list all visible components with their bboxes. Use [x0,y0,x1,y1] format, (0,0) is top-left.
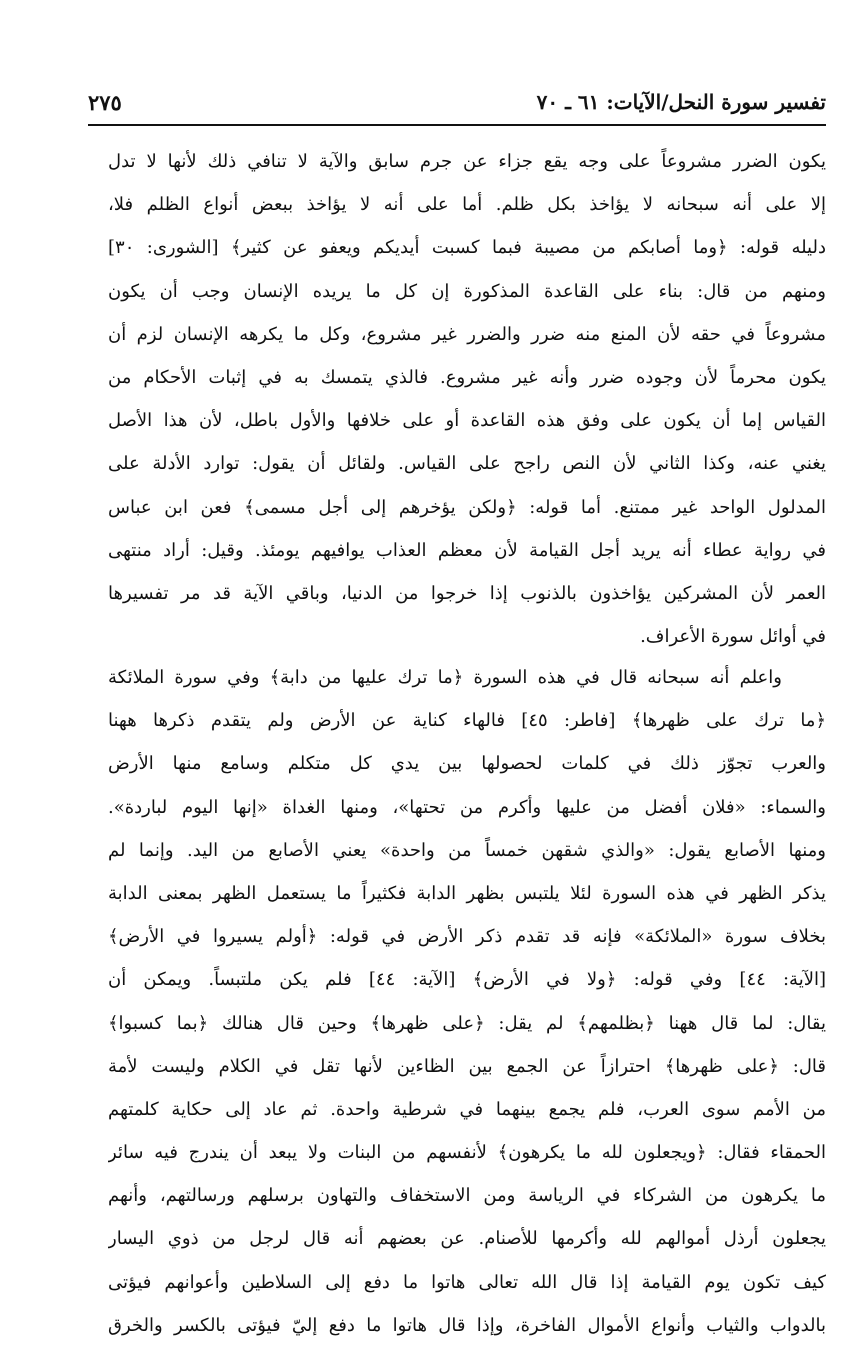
text-line: ما يكرهون من الشركاء في الرياسة ومن الاستخفاف والتهاون برسلهم ورسالتهم، وأنهم [108,1185,826,1207]
text-line: ومنها الأصابع يقول: «والذي شقهن خمساً من واحدة» يعني الأصابع من اليد. وإنما لم [108,839,826,861]
text-line: يجعلون أرذل أموالهم لله وأكرمها للأصنام. عن بعضهم أنه قال لرجل من ذوي اليسار [108,1228,826,1250]
text-line: العمر لأن المشركين يؤاخذون بالذنوب إذا خرجوا من الدنيا، وباقي الآية قد مر تفسيرها [108,582,826,604]
text-line: والعرب تجوّز ذلك في كلمات لحصولها بين يدي كل متكلم وسامع منها الأرض [108,753,826,775]
text-line: قال: ﴿على ظهرها﴾ احترازاً عن الجمع بين الظاءين لأنها تقل في الكلام وليست لأمة [108,1055,826,1077]
text-line: يكون الضرر مشروعاً على وجه يقع جزاء عن جرم سابق والآية لا تنافي ذلك لأنها لا تدل [108,151,826,172]
paragraph-1 [108,140,826,658]
text-line: كيف تكون يوم القيامة إذا قال الله تعالى هاتوا ما دفع إلى السلاطين وأعوانهم فيؤتى [108,1271,826,1293]
text-line: يقال: لما قال ههنا ﴿بظلمهم﴾ لم يقل: ﴿على ظهرها﴾ وحين قال هنالك ﴿بما كسبوا﴾ [108,1012,826,1034]
text-line: القياس إما أن يكون على وفق هذه القاعدة أو على خلافها والأول باطل، لأن هذا الأصل [108,410,826,432]
text-line: ومنهم من قال: بناء على القاعدة المذكورة إن كل ما يريده الإنسان وجب أن يكون [108,280,826,302]
chapter-title: تفسير سورة النحل/الآيات: ٦١ ـ ٧٠ [536,90,826,114]
running-header [88,88,826,122]
text-line: مشروعاً في حقه لأن المنع منه ضرر والضرر غير مشروع، وكل ما يكرهه الإنسان لزم أن [108,323,826,345]
text-line: في رواية عطاء أنه يريد أجل القيامة لأن معظم العذاب يوافيهم يومئذ. وقيل: أراد منتهى [108,539,826,561]
text-line: الحمقاء فقال: ﴿ويجعلون لله ما يكرهون﴾ لأنفسهم من البنات ولا يبعد أن يندرج فيه سائر [108,1142,826,1164]
text-line: في أوائل سورة الأعراف. [640,626,826,648]
text-line: يغني عنه، وكذا الثاني لأن النص راجح على القياس. ولقائل أن يقول: توارد الأدلة على [108,453,826,475]
text-line: بالدواب والثياب وأنواع الأموال الفاخرة، وإذا قال هاتوا ما دفع إليّ فيؤتى بالكسر والخرق [108,1314,826,1336]
page-number: ٢٧٥ [88,90,122,115]
text-line: بخلاف سورة «الملائكة» فإنه قد تقدم ذكر الأرض في قوله: ﴿أولم يسيروا في الأرض﴾ [108,926,826,948]
text-line: والسماء: «فلان أفضل من عليها وأكرم من تحتها»، ومنها الغداة «إنها اليوم لباردة». [108,796,826,818]
text-line: [الآية: ٤٤] وفي قوله: ﴿ولا في الأرض﴾ [الآية: ٤٤] فلم يكن ملتبساً. ويمكن أن [108,969,826,991]
text-line: إلا على أنه سبحانه لا يؤاخذ بكل ظلم. أما على أنه لا يؤاخذ ببعض أنواع الظلم فلا، [108,194,826,216]
text-line: المدلول الواحد غير ممتنع. أما قوله: ﴿ولكن يؤخرهم إلى أجل مسمى﴾ فعن ابن عباس [108,496,826,518]
text-line: دليله قوله: ﴿وما أصابكم من مصيبة فبما كسبت أيديكم ويعفو عن كثير﴾ [الشورى: ٣٠] [108,237,826,259]
text-line: يكون محرماً لأن وجوده ضرر وأنه غير مشروع. فالذي يتمسك به في إثبات الأحكام من [108,366,826,388]
text-line: ﴿ما ترك على ظهرها﴾ [فاطر: ٤٥] فالهاء كناية عن الأرض ولم يتقدم ذكرها ههنا [108,710,826,732]
text-line: يذكر الظهر في هذه السورة لئلا يلتبس بظهر الدابة فكثيراً ما يستعمل الظهر بمعنى الدابة [108,882,826,904]
header-rule [88,124,826,126]
paragraph-2 [108,656,826,1347]
text-line: واعلم أنه سبحانه قال في هذه السورة ﴿ما ترك عليها من دابة﴾ وفي سورة الملائكة [108,667,782,688]
text-line: من الأمم سوى العرب، فلم يجمع بينهما في شرطية واحدة. ثم عاد إلى حكاية كلمتهم [108,1098,826,1120]
